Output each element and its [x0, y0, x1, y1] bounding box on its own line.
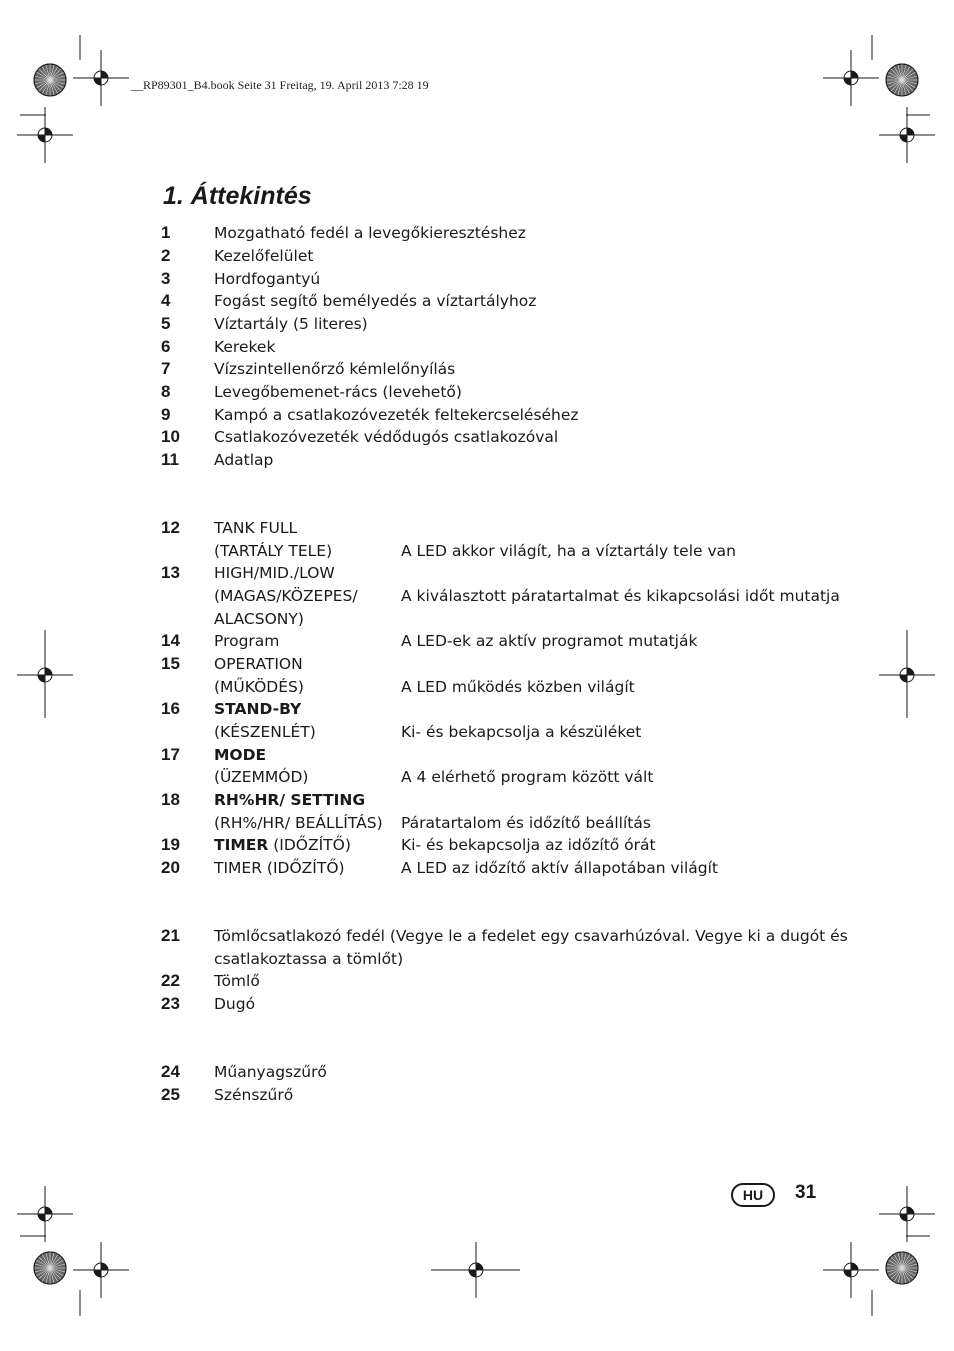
- language-badge: HU: [731, 1183, 775, 1207]
- print-header: __RP89301_B4.book Seite 31 Freitag, 19. April 2013 7:28 19: [131, 78, 429, 92]
- page-number: 31: [795, 1182, 817, 1203]
- page-title: 1. Áttekintés: [163, 182, 312, 210]
